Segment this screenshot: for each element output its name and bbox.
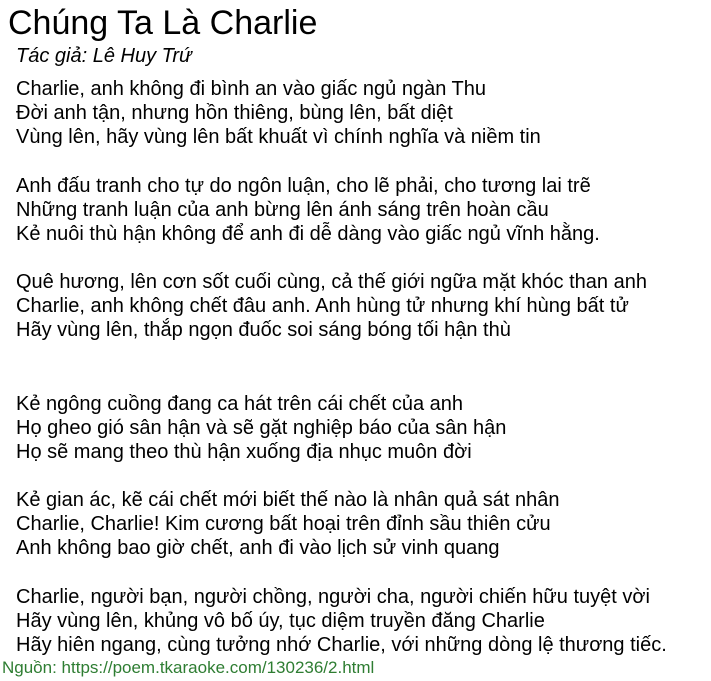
poem-line: Vùng lên, hãy vùng lên bất khuất vì chính nghĩa và niềm tin — [16, 126, 541, 148]
poem-line: Anh không bao giờ chết, anh đi vào lịch sử vinh quang — [16, 537, 500, 559]
poem-line: Charlie, Charlie! Kim cương bất hoại trên đỉnh sầu thiên cửu — [16, 513, 551, 535]
poem-line: Anh đấu tranh cho tự do ngôn luận, cho lẽ phải, cho tương lai trẽ — [16, 175, 591, 197]
poem-line: Hãy vùng lên, khủng vô bố úy, tục diệm truyền đăng Charlie — [16, 610, 545, 632]
poem-line: Charlie, anh không chết đâu anh. Anh hùng tử nhưng khí hùng bất tử — [16, 295, 629, 317]
poem-line: Họ gheo gió sân hận và sẽ gặt nghiệp báo của sân hận — [16, 417, 507, 439]
poem-line: Charlie, người bạn, người chồng, người cha, người chiến hữu tuyệt vời — [16, 586, 650, 608]
poem-line: Hãy vùng lên, thắp ngọn đuốc soi sáng bóng tối hận thù — [16, 319, 511, 341]
poem-title: Chúng Ta Là Charlie — [8, 4, 318, 42]
poem-line: Những tranh luận của anh bừng lên ánh sáng trên hoàn cầu — [16, 199, 549, 221]
poem-line: Kẻ nuôi thù hận không để anh đi dễ dàng vào giấc ngủ vĩnh hằng. — [16, 223, 600, 245]
poem-line: Charlie, anh không đi bình an vào giấc ngủ ngàn Thu — [16, 78, 486, 100]
poem-author: Tác giả: Lê Huy Trứ — [16, 45, 192, 67]
poem-line: Quê hương, lên cơn sốt cuối cùng, cả thế giới ngữa mặt khóc than anh — [16, 271, 647, 293]
poem-line: Kẻ gian ác, kẽ cái chết mới biết thế nào là nhân quả sát nhân — [16, 489, 560, 511]
source-link[interactable]: Nguồn: https://poem.tkaraoke.com/130236/2.html — [2, 658, 375, 677]
poem-line: Đời anh tận, nhưng hồn thiêng, bùng lên, bất diệt — [16, 102, 453, 124]
poem-line: Kẻ ngông cuồng đang ca hát trên cái chết của anh — [16, 393, 464, 415]
poem-line: Họ sẽ mang theo thù hận xuống địa nhục muôn đời — [16, 441, 472, 463]
poem-line: Hãy hiên ngang, cùng tưởng nhớ Charlie, với những dòng lệ thương tiếc. — [16, 634, 667, 656]
